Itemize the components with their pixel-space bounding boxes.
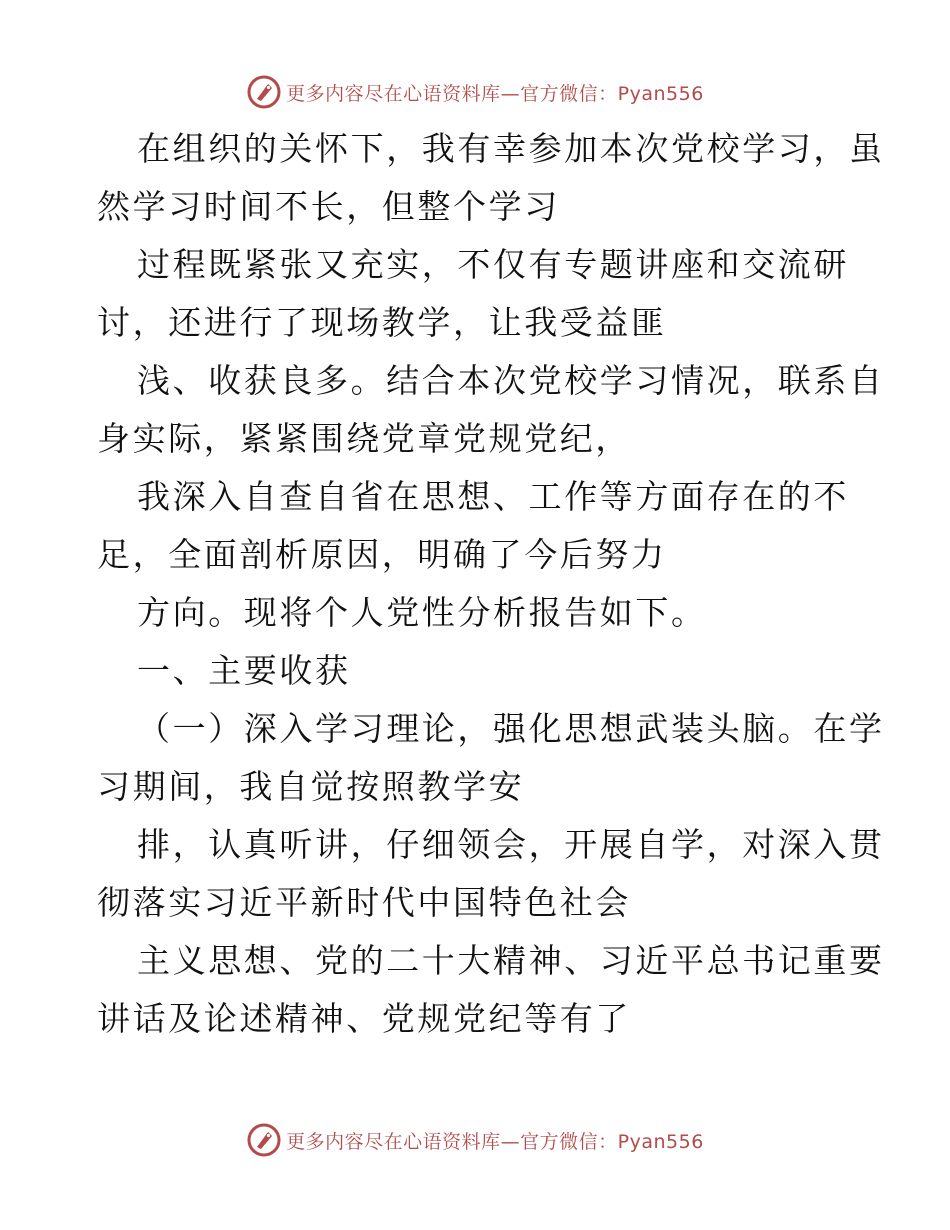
- body-line: 主义思想、党的二十大精神、习近平总书记重要: [137, 941, 885, 980]
- body-line: 讲话及论述精神、党规党纪等有了: [97, 999, 631, 1038]
- pen-nib-logo-icon: [246, 74, 282, 110]
- body-line: 排，认真听讲，仔细领会，开展自学，对深入贯: [137, 825, 885, 864]
- body-line: 习期间，我自觉按照教学安: [97, 767, 525, 806]
- body-line: 足，全面剖析原因，明确了今后努力: [97, 535, 667, 574]
- body-line: （一）深入学习理论，强化思想武装头脑。在学: [137, 709, 885, 748]
- body-line: 身实际，紧紧围绕党章党规党纪，: [97, 419, 631, 458]
- watermark-text: 更多内容尽在心语资料库—官方微信：Pyan556: [286, 1130, 704, 1153]
- body-line: 过程既紧张又充实，不仅有专题讲座和交流研: [137, 245, 849, 284]
- footer-watermark: [0, 1120, 950, 1160]
- pen-nib-logo-icon: [246, 1122, 282, 1158]
- section-heading: 一、主要收获: [137, 651, 351, 690]
- body-line: 在组织的关怀下，我有幸参加本次党校学习，虽: [137, 129, 885, 168]
- body-line: 彻落实习近平新时代中国特色社会: [97, 883, 631, 922]
- body-line: 我深入自查自省在思想、工作等方面存在的不: [137, 477, 849, 516]
- body-line: 方向。现将个人党性分析报告如下。: [137, 593, 707, 632]
- header-watermark: [0, 72, 950, 112]
- body-line: 然学习时间不长，但整个学习: [97, 187, 560, 226]
- body-line: 讨，还进行了现场教学，让我受益匪: [97, 303, 667, 342]
- watermark-text: 更多内容尽在心语资料库—官方微信：Pyan556: [286, 82, 704, 105]
- body-line: 浅、收获良多。结合本次党校学习情况，联系自: [137, 361, 885, 400]
